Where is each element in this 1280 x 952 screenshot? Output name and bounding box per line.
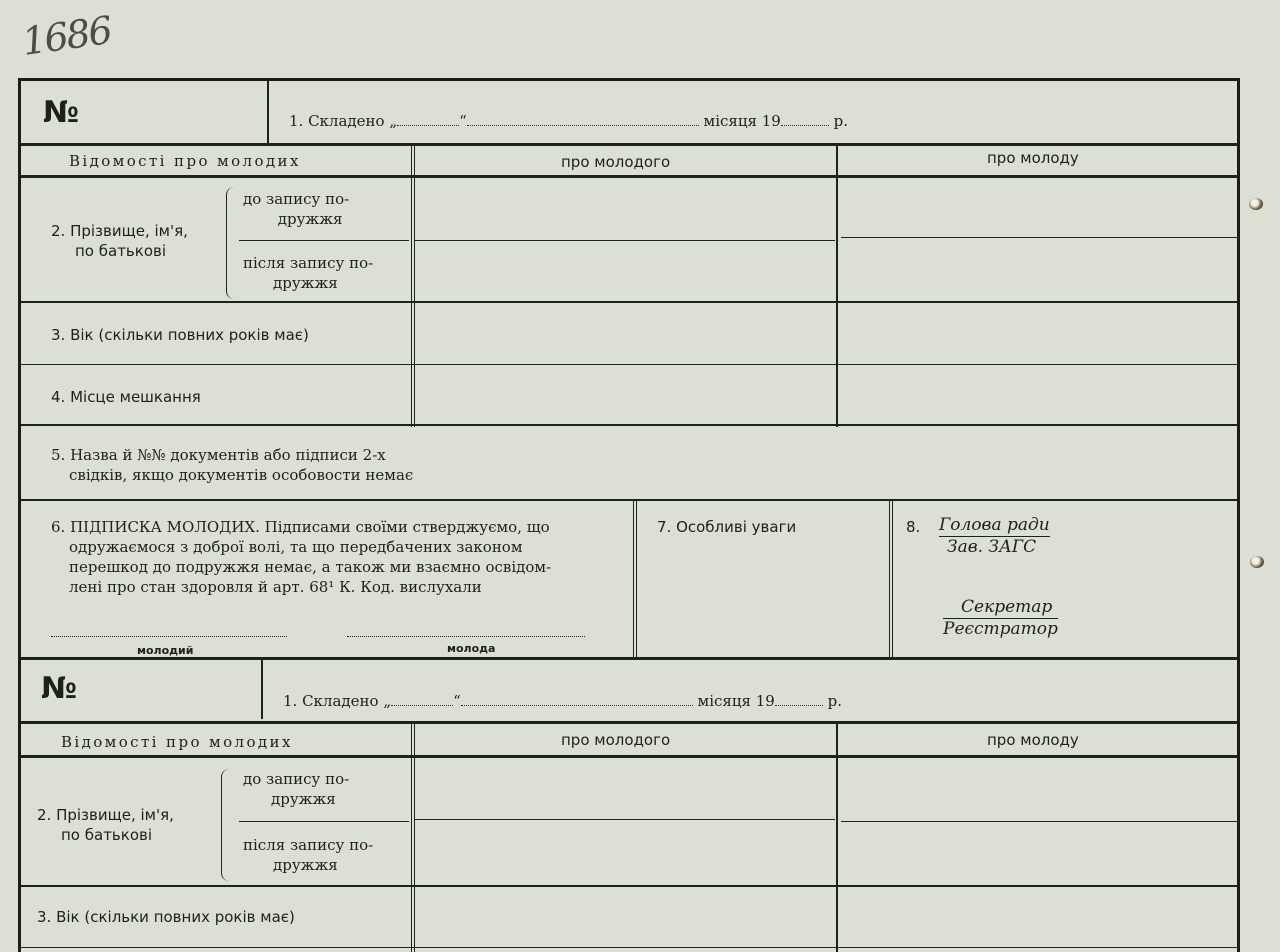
composed-label-2: 1. Складено „ (283, 692, 392, 710)
composed-line-2: 1. Складено „ “ місяця 19 р. (283, 692, 842, 710)
chairman-title: Голова ради Зав. ЗАГС (939, 515, 1050, 557)
row3-label-2: 3. Вік (скільки повних років має) (37, 908, 295, 926)
before-marriage-label: до запису по- дружжя (243, 190, 350, 228)
row6-statement: 6. ПІДПИСКА МОЛОДИХ. Підписами своїми стверджуємо, що одружаємося з доброї волі, та що передбачених законом перешкод до подружжя немає, а також ми взаємно освідом- лені про стан здоровля й арт. 68¹ К. Код. вислухали (51, 518, 552, 596)
after-marriage-label: після запису по- дружжя (243, 254, 374, 292)
before-marriage-label-2: до запису по- дружжя (243, 770, 350, 808)
handwritten-note: 1686 (19, 8, 114, 64)
row5-label: 5. Назва й №№ документів або підписи 2-х свідків, якщо документів особовости немає (51, 446, 414, 484)
rivet-icon (1250, 556, 1264, 568)
year-suffix-2: р. (827, 692, 842, 710)
brace (226, 187, 237, 299)
header-info: Відомості про молодих (69, 152, 301, 170)
registration-form (18, 78, 1240, 952)
row2-label-2: 2. Прізвище, ім'я, по батькові (37, 806, 174, 844)
row3-label: 3. Вік (скільки повних років має) (51, 326, 309, 344)
month-label-2: місяця 19 (697, 692, 775, 710)
after-marriage-label-2: після запису по- дружжя (243, 836, 374, 874)
header-bride-2: про молоду (987, 731, 1079, 749)
header-groom-2: про молодого (561, 731, 671, 749)
composed-label: 1. Складено „ (289, 112, 398, 130)
header-bride: про молоду (987, 149, 1079, 167)
year-suffix: р. (833, 112, 848, 130)
signature-bride-label: молода (447, 642, 496, 655)
brace-2 (221, 769, 232, 881)
signature-groom-label: молодий (137, 644, 194, 657)
row4-label: 4. Місце мешкання (51, 388, 201, 406)
row8-num: 8. (906, 518, 921, 536)
row7-label: 7. Особливі уваги (657, 518, 797, 536)
header-info-2: Відомості про молодих (61, 733, 293, 751)
composed-line: 1. Складено „ “ місяця 19 р. (289, 112, 848, 130)
number-label: № (43, 95, 80, 130)
number-label-2: № (41, 671, 78, 706)
row2-label: 2. Прізвище, ім'я, по батькові (51, 222, 188, 260)
header-groom: про молодого (561, 153, 671, 171)
month-label: місяця 19 (703, 112, 781, 130)
secretary-title: Секретар Реєстратор (943, 597, 1058, 639)
rivet-icon (1249, 198, 1263, 210)
